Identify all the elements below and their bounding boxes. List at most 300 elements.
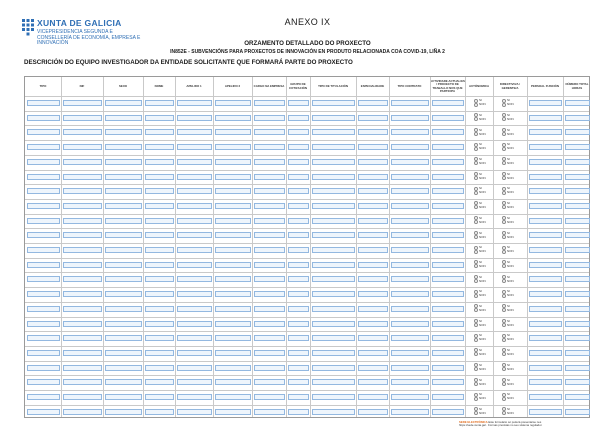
radio-no[interactable]	[502, 249, 514, 253]
radio-no[interactable]	[474, 132, 486, 136]
table-input-cell[interactable]	[288, 365, 309, 371]
radio-no[interactable]	[502, 220, 514, 224]
table-input-cell[interactable]	[63, 232, 102, 238]
table-input-cell[interactable]	[358, 365, 388, 371]
table-input-cell[interactable]	[432, 115, 464, 121]
radio-no[interactable]	[474, 323, 486, 327]
table-input-cell[interactable]	[529, 218, 562, 224]
table-input-cell[interactable]	[358, 203, 388, 209]
table-input-cell[interactable]	[391, 350, 429, 356]
table-input-cell[interactable]	[391, 335, 429, 341]
table-input-cell[interactable]	[27, 409, 60, 415]
table-input-cell[interactable]	[432, 350, 464, 356]
table-input-cell[interactable]	[177, 276, 212, 282]
table-input-cell[interactable]	[63, 203, 102, 209]
table-input-cell[interactable]	[432, 232, 464, 238]
autonomo-radio-group[interactable]	[474, 378, 486, 386]
table-input-cell[interactable]	[254, 321, 285, 327]
table-input-cell[interactable]	[27, 335, 60, 341]
directivo-radio-group[interactable]	[502, 143, 514, 151]
autonomo-radio-group[interactable]	[474, 290, 486, 298]
table-input-cell[interactable]	[27, 291, 60, 297]
table-input-cell[interactable]	[288, 100, 309, 106]
table-input-cell[interactable]	[254, 174, 285, 180]
table-input-cell[interactable]	[27, 247, 60, 253]
table-input-cell[interactable]	[288, 203, 309, 209]
table-input-cell[interactable]	[145, 262, 174, 268]
radio-no[interactable]	[502, 176, 514, 180]
radio-no[interactable]	[474, 161, 486, 165]
autonomo-radio-group[interactable]	[474, 363, 486, 371]
directivo-radio-group[interactable]	[502, 99, 514, 107]
radio-no[interactable]	[474, 352, 486, 356]
table-input-cell[interactable]	[105, 115, 142, 121]
autonomo-radio-group[interactable]	[474, 113, 486, 121]
table-input-cell[interactable]	[27, 159, 60, 165]
table-input-cell[interactable]	[27, 379, 60, 385]
table-input-cell[interactable]	[177, 115, 212, 121]
table-input-cell[interactable]	[254, 144, 285, 150]
table-input-cell[interactable]	[145, 306, 174, 312]
table-input-cell[interactable]	[63, 159, 102, 165]
table-input-cell[interactable]	[565, 365, 590, 371]
table-input-cell[interactable]	[63, 321, 102, 327]
table-input-cell[interactable]	[432, 365, 464, 371]
table-input-cell[interactable]	[358, 335, 388, 341]
radio-no[interactable]	[502, 352, 514, 356]
table-input-cell[interactable]	[254, 232, 285, 238]
table-input-cell[interactable]	[63, 247, 102, 253]
table-input-cell[interactable]	[358, 144, 388, 150]
table-input-cell[interactable]	[63, 188, 102, 194]
directivo-radio-group[interactable]	[502, 113, 514, 121]
table-input-cell[interactable]	[288, 379, 309, 385]
table-input-cell[interactable]	[565, 115, 590, 121]
autonomo-radio-group[interactable]	[474, 143, 486, 151]
autonomo-radio-group[interactable]	[474, 334, 486, 342]
table-input-cell[interactable]	[215, 203, 251, 209]
table-input-cell[interactable]	[63, 262, 102, 268]
table-input-cell[interactable]	[215, 335, 251, 341]
table-input-cell[interactable]	[358, 218, 388, 224]
table-input-cell[interactable]	[529, 159, 562, 165]
directivo-radio-group[interactable]	[502, 201, 514, 209]
table-input-cell[interactable]	[288, 306, 309, 312]
radio-no[interactable]	[502, 396, 514, 400]
table-input-cell[interactable]	[215, 100, 251, 106]
table-input-cell[interactable]	[145, 276, 174, 282]
table-input-cell[interactable]	[432, 129, 464, 135]
table-input-cell[interactable]	[215, 174, 251, 180]
table-input-cell[interactable]	[288, 321, 309, 327]
table-input-cell[interactable]	[358, 409, 388, 415]
table-input-cell[interactable]	[312, 350, 355, 356]
table-input-cell[interactable]	[432, 188, 464, 194]
radio-no[interactable]	[502, 382, 514, 386]
table-input-cell[interactable]	[63, 100, 102, 106]
table-input-cell[interactable]	[105, 174, 142, 180]
table-input-cell[interactable]	[288, 115, 309, 121]
table-input-cell[interactable]	[391, 188, 429, 194]
directivo-radio-group[interactable]	[502, 187, 514, 195]
table-input-cell[interactable]	[565, 350, 590, 356]
table-input-cell[interactable]	[27, 321, 60, 327]
radio-no[interactable]	[502, 411, 514, 415]
radio-no[interactable]	[502, 132, 514, 136]
table-input-cell[interactable]	[177, 247, 212, 253]
table-input-cell[interactable]	[63, 291, 102, 297]
radio-no[interactable]	[474, 102, 486, 106]
table-input-cell[interactable]	[312, 262, 355, 268]
radio-no[interactable]	[474, 279, 486, 283]
radio-no[interactable]	[502, 293, 514, 297]
table-input-cell[interactable]	[145, 335, 174, 341]
table-input-cell[interactable]	[358, 306, 388, 312]
table-input-cell[interactable]	[529, 306, 562, 312]
table-input-cell[interactable]	[391, 129, 429, 135]
table-input-cell[interactable]	[215, 218, 251, 224]
table-input-cell[interactable]	[177, 262, 212, 268]
autonomo-radio-group[interactable]	[474, 128, 486, 136]
radio-no[interactable]	[474, 220, 486, 224]
table-input-cell[interactable]	[215, 232, 251, 238]
table-input-cell[interactable]	[312, 335, 355, 341]
radio-no[interactable]	[502, 308, 514, 312]
table-input-cell[interactable]	[288, 218, 309, 224]
table-input-cell[interactable]	[145, 188, 174, 194]
table-input-cell[interactable]	[288, 232, 309, 238]
table-input-cell[interactable]	[177, 159, 212, 165]
table-input-cell[interactable]	[254, 276, 285, 282]
table-input-cell[interactable]	[105, 350, 142, 356]
table-input-cell[interactable]	[432, 306, 464, 312]
table-input-cell[interactable]	[358, 350, 388, 356]
table-input-cell[interactable]	[529, 409, 562, 415]
table-input-cell[interactable]	[215, 247, 251, 253]
directivo-radio-group[interactable]	[502, 246, 514, 254]
table-input-cell[interactable]	[565, 100, 590, 106]
table-input-cell[interactable]	[215, 306, 251, 312]
table-input-cell[interactable]	[312, 100, 355, 106]
table-input-cell[interactable]	[105, 144, 142, 150]
table-input-cell[interactable]	[312, 306, 355, 312]
table-input-cell[interactable]	[145, 115, 174, 121]
table-input-cell[interactable]	[63, 174, 102, 180]
radio-no[interactable]	[502, 337, 514, 341]
table-input-cell[interactable]	[391, 174, 429, 180]
table-input-cell[interactable]	[565, 247, 590, 253]
table-input-cell[interactable]	[105, 129, 142, 135]
table-input-cell[interactable]	[63, 115, 102, 121]
directivo-radio-group[interactable]	[502, 172, 514, 180]
table-input-cell[interactable]	[288, 188, 309, 194]
table-input-cell[interactable]	[432, 174, 464, 180]
radio-no[interactable]	[474, 235, 486, 239]
directivo-radio-group[interactable]	[502, 157, 514, 165]
directivo-radio-group[interactable]	[502, 275, 514, 283]
table-input-cell[interactable]	[312, 129, 355, 135]
table-input-cell[interactable]	[177, 203, 212, 209]
table-input-cell[interactable]	[254, 262, 285, 268]
table-input-cell[interactable]	[27, 365, 60, 371]
table-input-cell[interactable]	[529, 100, 562, 106]
table-input-cell[interactable]	[177, 188, 212, 194]
table-input-cell[interactable]	[288, 291, 309, 297]
table-input-cell[interactable]	[358, 276, 388, 282]
autonomo-radio-group[interactable]	[474, 319, 486, 327]
table-input-cell[interactable]	[177, 394, 212, 400]
autonomo-radio-group[interactable]	[474, 231, 486, 239]
autonomo-radio-group[interactable]	[474, 172, 486, 180]
table-input-cell[interactable]	[312, 409, 355, 415]
table-input-cell[interactable]	[288, 174, 309, 180]
table-input-cell[interactable]	[215, 409, 251, 415]
table-input-cell[interactable]	[177, 335, 212, 341]
table-input-cell[interactable]	[63, 409, 102, 415]
radio-no[interactable]	[502, 117, 514, 121]
table-input-cell[interactable]	[254, 203, 285, 209]
table-input-cell[interactable]	[177, 144, 212, 150]
table-input-cell[interactable]	[391, 409, 429, 415]
table-input-cell[interactable]	[312, 218, 355, 224]
table-input-cell[interactable]	[215, 115, 251, 121]
autonomo-radio-group[interactable]	[474, 260, 486, 268]
radio-no[interactable]	[474, 117, 486, 121]
table-input-cell[interactable]	[105, 232, 142, 238]
autonomo-radio-group[interactable]	[474, 348, 486, 356]
table-input-cell[interactable]	[565, 321, 590, 327]
table-input-cell[interactable]	[105, 247, 142, 253]
table-input-cell[interactable]	[391, 365, 429, 371]
table-input-cell[interactable]	[391, 306, 429, 312]
table-input-cell[interactable]	[312, 247, 355, 253]
table-input-cell[interactable]	[565, 188, 590, 194]
table-input-cell[interactable]	[145, 203, 174, 209]
table-input-cell[interactable]	[312, 321, 355, 327]
table-input-cell[interactable]	[145, 247, 174, 253]
directivo-radio-group[interactable]	[502, 128, 514, 136]
radio-no[interactable]	[474, 337, 486, 341]
table-input-cell[interactable]	[254, 247, 285, 253]
table-input-cell[interactable]	[432, 144, 464, 150]
table-input-cell[interactable]	[254, 188, 285, 194]
table-input-cell[interactable]	[215, 321, 251, 327]
table-input-cell[interactable]	[215, 129, 251, 135]
radio-no[interactable]	[502, 279, 514, 283]
table-input-cell[interactable]	[391, 379, 429, 385]
table-input-cell[interactable]	[177, 100, 212, 106]
table-input-cell[interactable]	[145, 129, 174, 135]
radio-no[interactable]	[474, 308, 486, 312]
radio-no[interactable]	[502, 264, 514, 268]
table-input-cell[interactable]	[288, 129, 309, 135]
directivo-radio-group[interactable]	[502, 216, 514, 224]
table-input-cell[interactable]	[145, 394, 174, 400]
table-input-cell[interactable]	[391, 321, 429, 327]
table-input-cell[interactable]	[215, 276, 251, 282]
table-input-cell[interactable]	[254, 115, 285, 121]
radio-no[interactable]	[474, 176, 486, 180]
table-input-cell[interactable]	[565, 335, 590, 341]
table-input-cell[interactable]	[177, 350, 212, 356]
radio-no[interactable]	[474, 411, 486, 415]
table-input-cell[interactable]	[358, 247, 388, 253]
table-input-cell[interactable]	[529, 203, 562, 209]
table-input-cell[interactable]	[391, 394, 429, 400]
radio-no[interactable]	[502, 367, 514, 371]
table-input-cell[interactable]	[432, 409, 464, 415]
table-input-cell[interactable]	[254, 365, 285, 371]
table-input-cell[interactable]	[145, 174, 174, 180]
autonomo-radio-group[interactable]	[474, 157, 486, 165]
table-input-cell[interactable]	[254, 100, 285, 106]
table-input-cell[interactable]	[432, 218, 464, 224]
table-input-cell[interactable]	[177, 379, 212, 385]
table-input-cell[interactable]	[529, 174, 562, 180]
table-input-cell[interactable]	[27, 232, 60, 238]
table-input-cell[interactable]	[27, 144, 60, 150]
table-input-cell[interactable]	[288, 350, 309, 356]
table-input-cell[interactable]	[432, 321, 464, 327]
table-input-cell[interactable]	[432, 262, 464, 268]
table-input-cell[interactable]	[105, 159, 142, 165]
table-input-cell[interactable]	[177, 365, 212, 371]
table-input-cell[interactable]	[177, 218, 212, 224]
table-input-cell[interactable]	[145, 350, 174, 356]
table-input-cell[interactable]	[63, 350, 102, 356]
autonomo-radio-group[interactable]	[474, 304, 486, 312]
table-input-cell[interactable]	[529, 276, 562, 282]
table-input-cell[interactable]	[288, 247, 309, 253]
table-input-cell[interactable]	[432, 291, 464, 297]
table-input-cell[interactable]	[145, 321, 174, 327]
table-input-cell[interactable]	[312, 144, 355, 150]
directivo-radio-group[interactable]	[502, 348, 514, 356]
table-input-cell[interactable]	[177, 129, 212, 135]
table-input-cell[interactable]	[432, 276, 464, 282]
table-input-cell[interactable]	[215, 291, 251, 297]
table-input-cell[interactable]	[63, 365, 102, 371]
table-input-cell[interactable]	[215, 262, 251, 268]
directivo-radio-group[interactable]	[502, 319, 514, 327]
table-input-cell[interactable]	[254, 335, 285, 341]
table-input-cell[interactable]	[288, 159, 309, 165]
table-input-cell[interactable]	[529, 350, 562, 356]
radio-no[interactable]	[502, 205, 514, 209]
table-input-cell[interactable]	[254, 350, 285, 356]
table-input-cell[interactable]	[529, 232, 562, 238]
table-input-cell[interactable]	[391, 276, 429, 282]
table-input-cell[interactable]	[63, 306, 102, 312]
table-input-cell[interactable]	[312, 159, 355, 165]
table-input-cell[interactable]	[565, 394, 590, 400]
directivo-radio-group[interactable]	[502, 363, 514, 371]
table-input-cell[interactable]	[432, 394, 464, 400]
table-input-cell[interactable]	[105, 276, 142, 282]
table-input-cell[interactable]	[565, 218, 590, 224]
table-input-cell[interactable]	[312, 291, 355, 297]
autonomo-radio-group[interactable]	[474, 407, 486, 415]
directivo-radio-group[interactable]	[502, 334, 514, 342]
table-input-cell[interactable]	[312, 174, 355, 180]
table-input-cell[interactable]	[565, 262, 590, 268]
table-input-cell[interactable]	[215, 188, 251, 194]
table-input-cell[interactable]	[565, 203, 590, 209]
table-input-cell[interactable]	[358, 100, 388, 106]
table-input-cell[interactable]	[215, 379, 251, 385]
table-input-cell[interactable]	[145, 365, 174, 371]
table-input-cell[interactable]	[312, 379, 355, 385]
table-input-cell[interactable]	[565, 174, 590, 180]
table-input-cell[interactable]	[177, 174, 212, 180]
radio-no[interactable]	[502, 323, 514, 327]
table-input-cell[interactable]	[63, 218, 102, 224]
table-input-cell[interactable]	[312, 276, 355, 282]
table-input-cell[interactable]	[529, 291, 562, 297]
table-input-cell[interactable]	[105, 291, 142, 297]
table-input-cell[interactable]	[565, 232, 590, 238]
table-input-cell[interactable]	[391, 218, 429, 224]
radio-no[interactable]	[474, 367, 486, 371]
table-input-cell[interactable]	[254, 291, 285, 297]
table-input-cell[interactable]	[63, 379, 102, 385]
table-input-cell[interactable]	[63, 335, 102, 341]
table-input-cell[interactable]	[177, 306, 212, 312]
radio-no[interactable]	[502, 146, 514, 150]
table-input-cell[interactable]	[63, 394, 102, 400]
table-input-cell[interactable]	[391, 262, 429, 268]
table-input-cell[interactable]	[358, 174, 388, 180]
table-input-cell[interactable]	[288, 394, 309, 400]
table-input-cell[interactable]	[529, 262, 562, 268]
table-input-cell[interactable]	[105, 321, 142, 327]
table-input-cell[interactable]	[254, 394, 285, 400]
table-input-cell[interactable]	[177, 232, 212, 238]
table-input-cell[interactable]	[312, 115, 355, 121]
table-input-cell[interactable]	[529, 115, 562, 121]
table-input-cell[interactable]	[177, 409, 212, 415]
table-input-cell[interactable]	[565, 409, 590, 415]
table-input-cell[interactable]	[105, 365, 142, 371]
table-input-cell[interactable]	[358, 188, 388, 194]
table-input-cell[interactable]	[27, 188, 60, 194]
table-input-cell[interactable]	[565, 159, 590, 165]
table-input-cell[interactable]	[145, 159, 174, 165]
table-input-cell[interactable]	[254, 129, 285, 135]
table-input-cell[interactable]	[145, 218, 174, 224]
radio-no[interactable]	[474, 293, 486, 297]
table-input-cell[interactable]	[529, 394, 562, 400]
table-input-cell[interactable]	[254, 306, 285, 312]
table-input-cell[interactable]	[432, 159, 464, 165]
table-input-cell[interactable]	[105, 379, 142, 385]
table-input-cell[interactable]	[565, 144, 590, 150]
table-input-cell[interactable]	[27, 129, 60, 135]
table-input-cell[interactable]	[565, 276, 590, 282]
table-input-cell[interactable]	[27, 394, 60, 400]
radio-no[interactable]	[474, 190, 486, 194]
table-input-cell[interactable]	[254, 159, 285, 165]
table-input-cell[interactable]	[288, 409, 309, 415]
table-input-cell[interactable]	[215, 350, 251, 356]
radio-no[interactable]	[474, 396, 486, 400]
table-input-cell[interactable]	[358, 232, 388, 238]
table-input-cell[interactable]	[312, 232, 355, 238]
autonomo-radio-group[interactable]	[474, 246, 486, 254]
table-input-cell[interactable]	[432, 247, 464, 253]
table-input-cell[interactable]	[391, 159, 429, 165]
table-input-cell[interactable]	[565, 379, 590, 385]
